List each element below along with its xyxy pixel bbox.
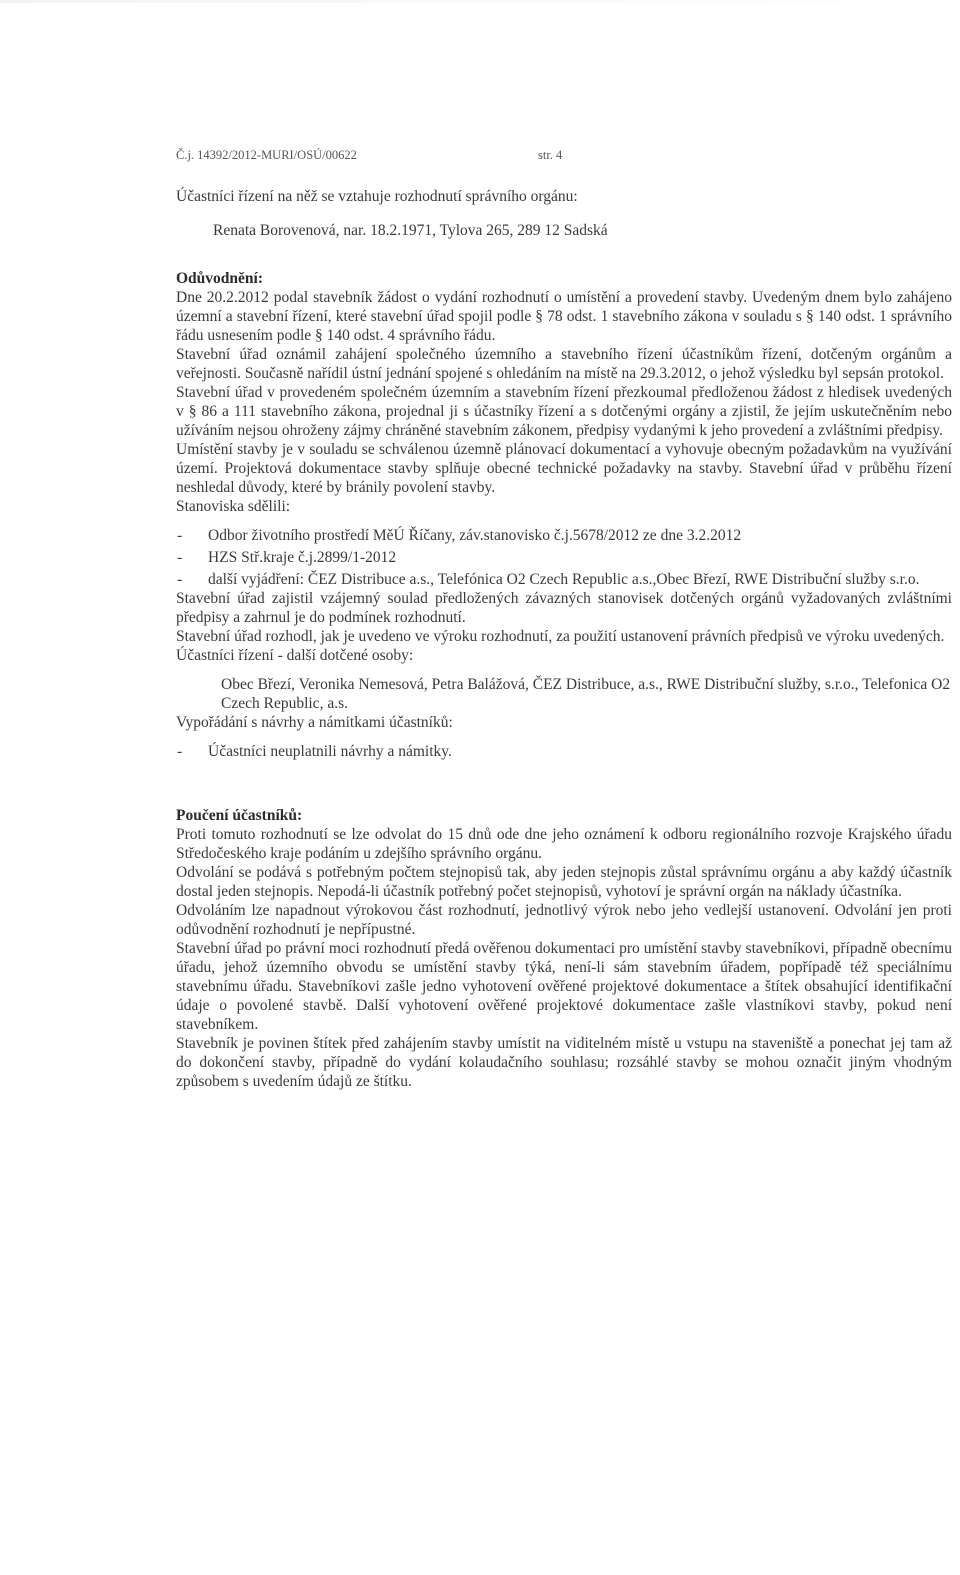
justification-paragraph-5: Stavební úřad zajistil vzájemný soulad předložených závazných stanovisek dotčených orgánů vyžadovaných zvláštními předpisy a zahrnul je do podmínek rozhodnutí. [176,590,952,626]
justification-paragraph-2: Stavební úřad oznámil zahájení společného územního a stavebního řízení účastníkům řízení, dotčeným orgánům a veřejnosti. Současně nařídil ústní jednání spojené s ohledáním na místě na 29.3.2012, o jehož výsledku byl sepsán protokol. [176,346,952,382]
list-dash: - [177,527,183,544]
instruction-paragraph-4: Stavební úřad po právní moci rozhodnutí předá ověřenou dokumentaci pro umístění stavby stavebníkovi, případně obecnímu úřadu, jehož územního obvodu se umístění stavby týká, není-li sám stavebním úřadem, popřípadě též speciálnímu stavebnímu úřadu. Stavebníkovi zašle jedno vyhotovení ověřené projektové dokumentace a štítek obsahující identifikační údaje o povolené stavbě. Další vyhotovení ověřené projektové dokumentace zašle vlastníkovi stavby, pokud není stavebníkem. [176,940,952,1033]
instruction-paragraph-5: Stavebník je povinen štítek před zahájením stavby umístit na viditelném místě u vstupu na staveniště a ponechat jej tam až do dokončení stavby, případně do vydání kolaudačního souhlasu; rozsáhlé stavby se mohou označit jiným vhodným způsobem s uvedením údajů ze štítku. [176,1035,952,1090]
opinions-list [176,526,952,589]
document-page [176,148,952,1091]
opinions-lead: Stanoviska sdělili: [176,498,291,515]
list-dash: - [177,549,183,566]
justification-paragraph-6: Stavební úřad rozhodl, jak je uvedeno ve výroku rozhodnutí, za použití ustanovení právních předpisů ve výroku uvedených. [176,628,945,645]
opinion-item [176,570,952,589]
opinion-text: Odbor životního prostředí MěÚ Říčany, záv.stanovisko č.j.5678/2012 ze dne 3.2.2012 [208,527,742,544]
scan-top-edge [0,0,960,3]
reference-number: Č.j. 14392/2012-MURI/OSÚ/00622 [176,148,357,162]
list-dash: - [177,743,183,760]
objection-item [176,742,952,761]
justification-heading: Odůvodnění: [176,270,264,287]
justification-paragraph-3: Stavební úřad v provedeném společném územním a stavebním řízení přezkoumal předloženou žádost z hledisek uvedených v § 86 a 111 stavebního zákona, projednal ji s účastníky řízení a s dotčenými orgány a zjistil, že jejím uskutečněním nebo užíváním nejsou ohroženy zájmy chráněné stavebním zákonem, předpisy vydanými k jeho provedení a zvláštními předpisy. [176,384,952,439]
instruction-paragraph-2: Odvolání se podává s potřebným počtem stejnopisů tak, aby jeden stejnopis zůstal správnímu orgánu a aby každý účastník dostal jeden stejnopis. Nepodá-li účastník potřebný počet stejnopisů, vyhotoví je správní orgán na náklady účastníka. [176,864,952,900]
opinion-text: další vyjádření: ČEZ Distribuce a.s., Telefónica O2 Czech Republic a.s.,Obec Březí, RWE Distribuční služby s.r.o. [208,571,920,588]
objection-text: Účastníci neuplatnili návrhy a námitky. [208,743,452,760]
instruction-paragraph-3: Odvoláním lze napadnout výrokovou část rozhodnutí, jednotlivý výrok nebo jeho vedlejší ustanovení. Odvolání jen proti odůvodnění rozhodnutí je nepřípustné. [176,902,952,938]
other-parties-lead: Účastníci řízení - další dotčené osoby: [176,647,414,664]
instruction-heading: Poučení účastníků: [176,807,303,824]
party-person: Renata Borovenová, nar. 18.2.1971, Tylova 265, 289 12 Sadská [213,222,608,239]
justification-paragraph-4: Umístění stavby je v souladu se schválenou územně plánovací dokumentací a vyhovuje obecným požadavkům na využívání území. Projektová dokumentace stavby splňuje obecné technické požadavky na stavby. Stavební úřad v průběhu řízení neshledal důvody, které by bránily povolení stavby. [176,441,952,496]
instruction-paragraph-1: Proti tomuto rozhodnutí se lze odvolat do 15 dnů ode dne jeho oznámení k odboru regionálního rozvoje Krajského úřadu Středočeského kraje podáním u zdejšího správního orgánu. [176,826,952,862]
other-parties-list: Obec Březí, Veronika Nemesová, Petra Balážová, ČEZ Distribuce, a.s., RWE Distribuční služby, s.r.o., Telefonica O2 Czech Republic, a.s. [221,676,951,712]
opinion-item [176,526,952,545]
objections-lead: Vypořádání s návrhy a námitkami účastníků: [176,714,453,731]
page-number: str. 4 [538,148,563,162]
justification-paragraph-1: Dne 20.2.2012 podal stavebník žádost o vydání rozhodnutí o umístění a provedení stavby. Uvedeným dnem bylo zahájeno územní a stavební řízení, které stavební úřad spojil podle § 78 odst. 1 stavebního zákona v souladu s § 140 odst. 1 správního řádu usnesením podle § 140 odst. 4 správního řádu. [176,289,952,344]
list-dash: - [177,571,183,588]
opinion-item [176,548,952,567]
opinion-text: HZS Stř.kraje č.j.2899/1-2012 [208,549,397,566]
document-header [176,148,952,168]
parties-lead: Účastníci řízení na něž se vztahuje rozhodnutí správního orgánu: [176,188,578,205]
